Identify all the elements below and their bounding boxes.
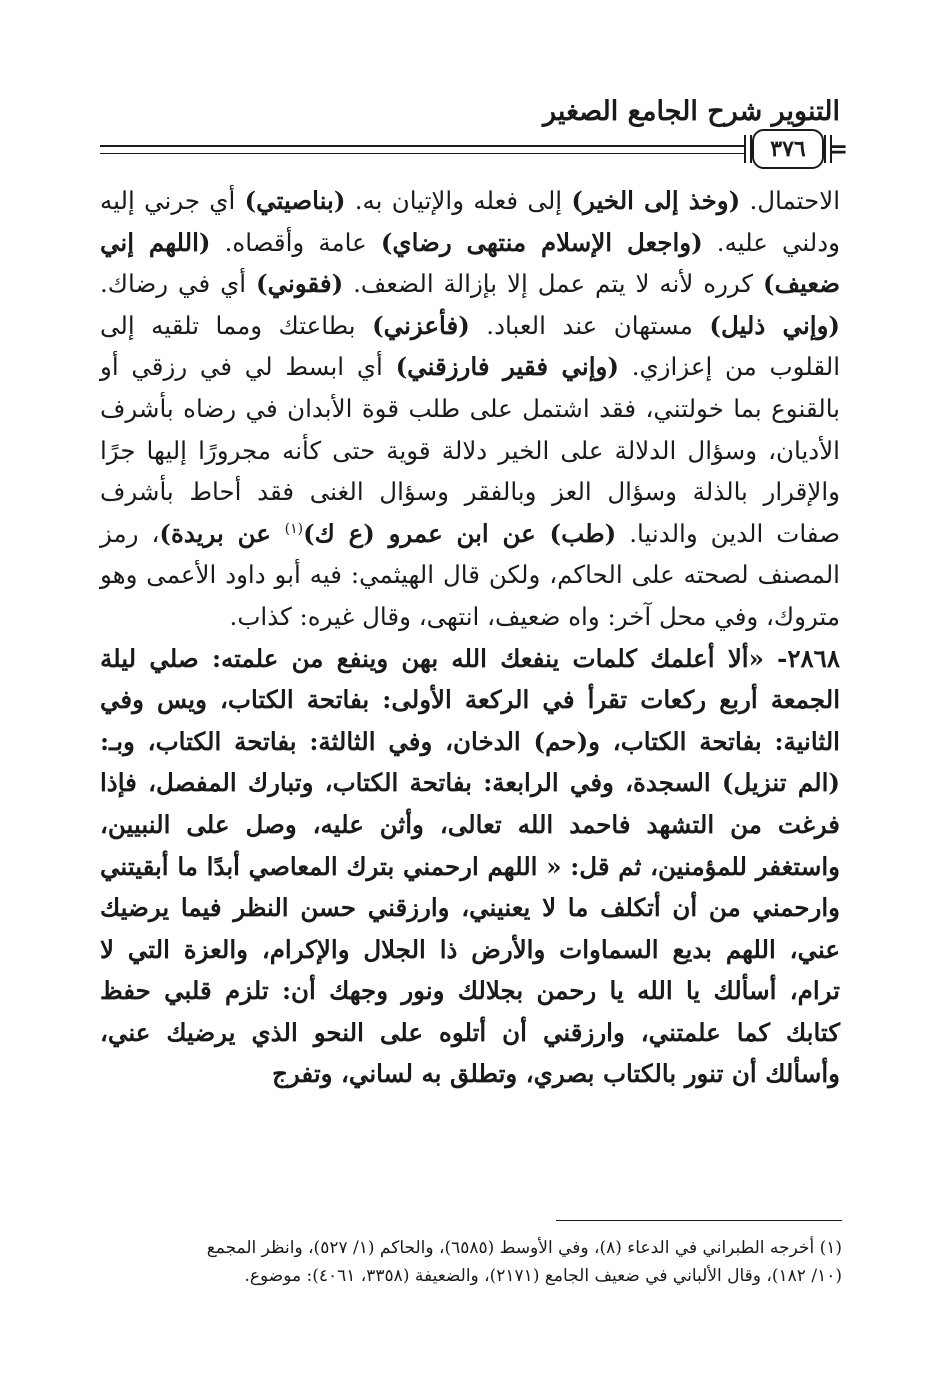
header-double-rule bbox=[100, 145, 746, 154]
text-run: بطاعتك ومما تلقيه إلى القلوب من إعزازي. bbox=[100, 310, 840, 382]
footnote-line: (١) أخرجه الطبراني في الدعاء (٨)، وفي الأوسط (٦٥٨٥)، والحاكم (١/ ٥٢٧)، وانظر المجمع bbox=[206, 1238, 842, 1258]
hadith-paragraph: ٢٨٦٨- «ألا أعلمك كلمات ينفعك الله بهن وينفع من علمته: صلي ليلة الجمعة أربع ركعات تقرأ في الركعة الأولى: بفاتحة الكتاب، ويس وفي الثانية: بفاتحة الكتاب، و(حم) الدخان، وفي الثالثة: بفاتحة الكتاب، وبـ: (الم تنزيل) السجدة، وفي الرابعة: بفاتحة الكتاب، وتبارك المفصل، فإذا فرغت من التشهد فاحمد الله تعالى، وأثن عليه، وصل على النبيين، واستغفر للمؤمنين، ثم قل: « اللهم ارحمني بترك المعاصي أبدًا ما أبقيتني وارحمني من أن أتكلف ما لا يعنيني، وارزقني حسن النظر فيما يرضيك عني، اللهم بديع السماوات والأرض ذا الجلال والإكرام، والعزة التي لا ترام، أسألك يا الله يا رحمن بجلالك ونور وجهك أن: تلزم قلبي حفظ كتابك كما علمتني، وارزقني أن أتلوه على النحو الذي يرضيك عني، وأسألك أن تنور بالكتاب بصري، وتطلق به لساني، وتفرج bbox=[100, 643, 840, 1089]
text-run: أي جرني إليه ودلني عليه. bbox=[100, 186, 840, 257]
commentary-paragraph bbox=[100, 180, 840, 638]
footnote-separator bbox=[556, 1220, 842, 1221]
footnotes bbox=[100, 1234, 842, 1290]
quoted-phrase: (اللهم إني ضعيف) bbox=[100, 227, 841, 299]
quoted-phrase: (وإني فقير فارزقني) bbox=[395, 352, 619, 382]
footnote-line: (١٠/ ١٨٢)، وقال الألباني في ضعيف الجامع (٢١٧١)، والضعيفة (٣٣٥٨، ٤٠٦١): موضوع. bbox=[244, 1266, 842, 1286]
text-run: أي في رضاك. bbox=[100, 269, 257, 299]
text-run: الاحتمال. bbox=[740, 186, 840, 215]
quoted-phrase: (وخذ إلى الخير) bbox=[571, 186, 741, 215]
text-run: كرره لأنه لا يتم عمل إلا بإزالة الضعف. bbox=[343, 269, 764, 299]
quoted-phrase: (بناصيتي) bbox=[244, 186, 346, 215]
source-citation: عن بريدة) bbox=[159, 518, 285, 548]
edge-mark: = bbox=[828, 134, 849, 163]
quoted-phrase: (وإني ذليل) bbox=[709, 310, 840, 340]
text-run: إلى فعله والإتيان به. bbox=[345, 186, 572, 215]
quoted-phrase: (فقوني) bbox=[256, 269, 344, 299]
main-text bbox=[100, 180, 840, 1095]
text-run: ، رمز المصنف لصحته على الحاكم، ولكن قال الهيثمي: فيه أبو داود الأعمى وهو متروك، وفي محل آخر: واه ضعيف، انتهى، وقال غيره: كذاب. bbox=[100, 518, 840, 631]
quoted-phrase: (واجعل الإسلام منتهى رضاي) bbox=[380, 227, 703, 257]
running-title: التنوير شرح الجامع الصغير bbox=[543, 96, 840, 127]
footnote-reference[interactable]: (١) bbox=[284, 520, 304, 537]
text-run: مستهان عند العباد. bbox=[469, 310, 710, 340]
text-run: عامة وأقصاه. bbox=[210, 227, 381, 257]
text-run: أي ابسط لي في رزقي أو بالقنوع بما خولتني، فقد اشتمل على طلب قوة الأبدان في رضاه بأشرف الأديان، وسؤال الدلالة على الخير دلالة قوية حتى كأنه مجرورًا إليها جرًا والإقرار بالذلة وسؤال العز وبالفقر وسؤال الغنى فقد أحاط بأشرف صفات الدين والدنيا. bbox=[100, 352, 841, 548]
page-number: ٣٧٦ bbox=[752, 129, 824, 169]
source-citation: (طب) عن ابن عمرو (ع ك) bbox=[303, 518, 617, 548]
quoted-phrase: (فأعزني) bbox=[372, 310, 470, 340]
